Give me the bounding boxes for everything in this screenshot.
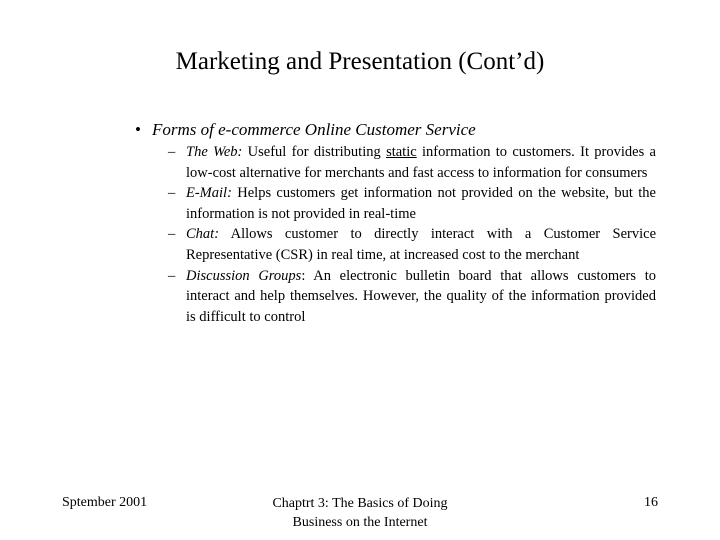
footer-chapter-line-1: Chaptrt 3: The Basics of Doing (272, 496, 448, 511)
sub-item-text: information to customers. It provides a low-cost alternative for merchants and fast access to information for consumers (186, 144, 656, 181)
term-email: E-Mail: (186, 185, 232, 202)
sub-item-email (168, 183, 656, 224)
term-chat: Chat: (186, 226, 220, 243)
footer-date: Sptember 2001 (62, 495, 148, 510)
sub-item-discussion-groups (168, 266, 656, 328)
bullet-marker: • (135, 120, 141, 139)
footer-chapter-title (240, 494, 480, 532)
dash-marker: – (168, 185, 176, 202)
dash-marker: – (168, 267, 176, 284)
term-web: The Web: (186, 144, 243, 160)
sub-item-chat (168, 224, 656, 265)
page-number: 16 (644, 495, 658, 510)
sub-item-text: : An electronic bulletin board that allows customers to interact and help themselves. However, the quality of the information provided is difficult to control (186, 267, 656, 325)
sub-item-web (168, 142, 656, 183)
sub-bullet-list (168, 142, 656, 327)
sub-item-text: Allows customer to directly interact with a Customer Service Representative (CSR) in real time, at increased cost to the merchant (186, 226, 656, 263)
slide-title: Marketing and Presentation (Cont’d) (175, 48, 545, 75)
main-bullet-text: Forms of e-commerce Online Customer Service (152, 120, 476, 139)
underlined-word: static (386, 144, 417, 160)
dash-marker: – (168, 226, 176, 243)
term-discussion-groups: Discussion Groups (186, 267, 302, 284)
sub-item-text: Useful for distributing (242, 144, 387, 160)
footer-chapter-line-2: Business on the Internet (292, 515, 428, 530)
dash-marker: – (168, 144, 176, 160)
sub-item-text: Helps customers get information not provided on the website, but the information is not provided in real-time (186, 185, 656, 222)
